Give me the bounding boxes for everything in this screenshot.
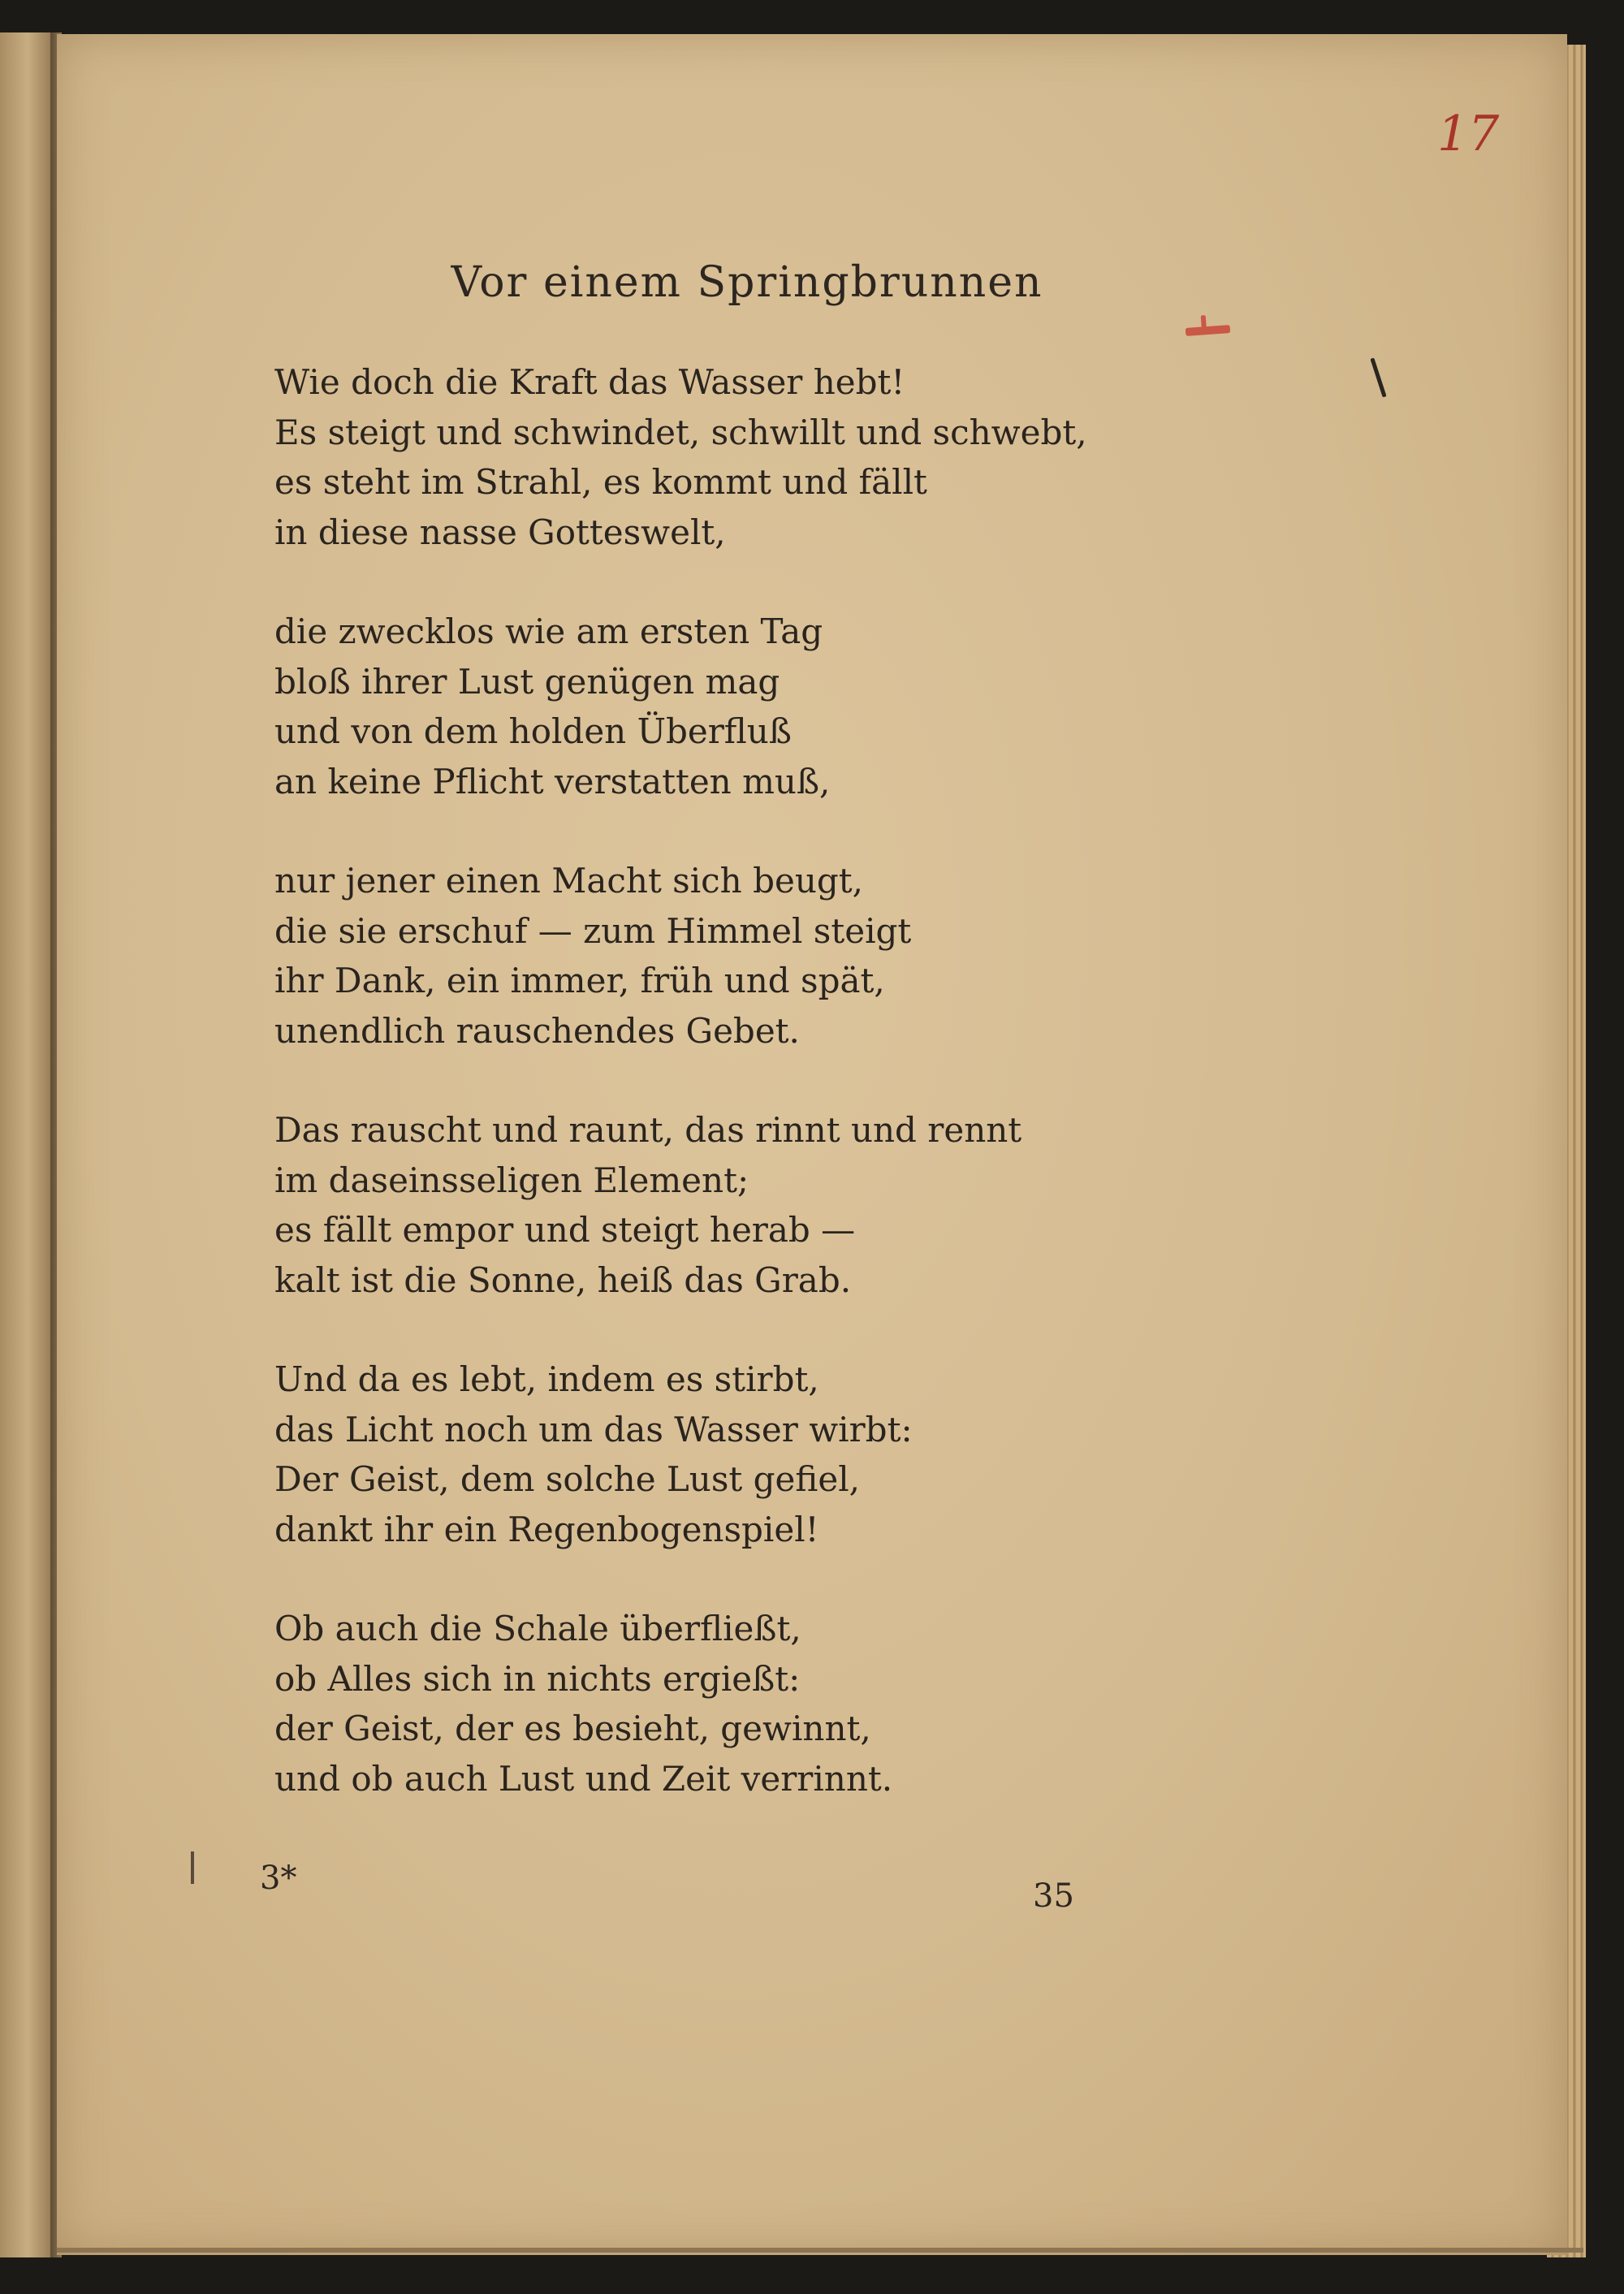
poem-body <box>274 357 1168 1853</box>
page-number: 35 <box>1033 1877 1074 1915</box>
stanza <box>274 1604 1168 1804</box>
stanza <box>274 1105 1168 1305</box>
poem-line: Es steigt und schwindet, schwillt und schwebt, <box>274 412 1087 452</box>
poem-line: es fällt empor und steigt herab — <box>274 1210 856 1250</box>
margin-tick-mark <box>191 1851 194 1884</box>
stanza <box>274 357 1168 557</box>
previous-page-edge <box>0 32 50 2257</box>
poem-line: unendlich rauschendes Gebet. <box>274 1010 800 1051</box>
poem-title: Vor einem Springbrunnen <box>451 258 1043 307</box>
stanza <box>274 1354 1168 1554</box>
poem-line: und von dem holden Überfluß <box>274 711 792 751</box>
poem-line: Der Geist, dem solche Lust gefiel, <box>274 1459 861 1499</box>
poem-line: ihr Dank, ein immer, früh und spät, <box>274 961 885 1000</box>
poem-line: Ob auch die Schale überfließt, <box>274 1609 801 1648</box>
signature-mark: 3* <box>260 1860 297 1897</box>
poem-line: nur jener einen Macht sich beugt, <box>274 861 863 901</box>
poem-line: an keine Pflicht verstatten muß, <box>274 761 831 801</box>
handwritten-folio-number: 17 <box>1437 106 1500 162</box>
poem-line: bloß ihrer Lust genügen mag <box>274 661 780 702</box>
poem-line: ob Alles sich in nichts ergießt: <box>274 1658 801 1699</box>
poem-line: der Geist, der es besieht, gewinnt, <box>274 1709 871 1748</box>
poem-line: es steht im Strahl, es kommt und fällt <box>274 462 927 502</box>
poem-line: Wie doch die Kraft das Wasser hebt! <box>274 362 905 402</box>
poem-line: im daseinsseligen Element; <box>274 1160 749 1200</box>
poem-line: in diese nasse Gotteswelt, <box>274 512 726 552</box>
poem-line: kalt ist die Sonne, heiß das Grab. <box>274 1259 852 1300</box>
poem-line: die sie erschuf — zum Himmel steigt <box>274 910 912 951</box>
bottom-edge-shadow <box>57 2248 1583 2253</box>
poem-line: Und da es lebt, indem es stirbt, <box>274 1359 819 1399</box>
poem-line: dankt ihr ein Regenbogenspiel! <box>274 1509 819 1549</box>
poem-line: die zwecklos wie am ersten Tag <box>274 611 823 651</box>
poem-line: Das rauscht und raunt, das rinnt und rennt <box>274 1110 1022 1150</box>
stanza <box>274 856 1168 1056</box>
poem-line: und ob auch Lust und Zeit verrinnt. <box>274 1758 893 1799</box>
poem-line: das Licht noch um das Wasser wirbt: <box>274 1409 913 1449</box>
stanza <box>274 607 1168 806</box>
